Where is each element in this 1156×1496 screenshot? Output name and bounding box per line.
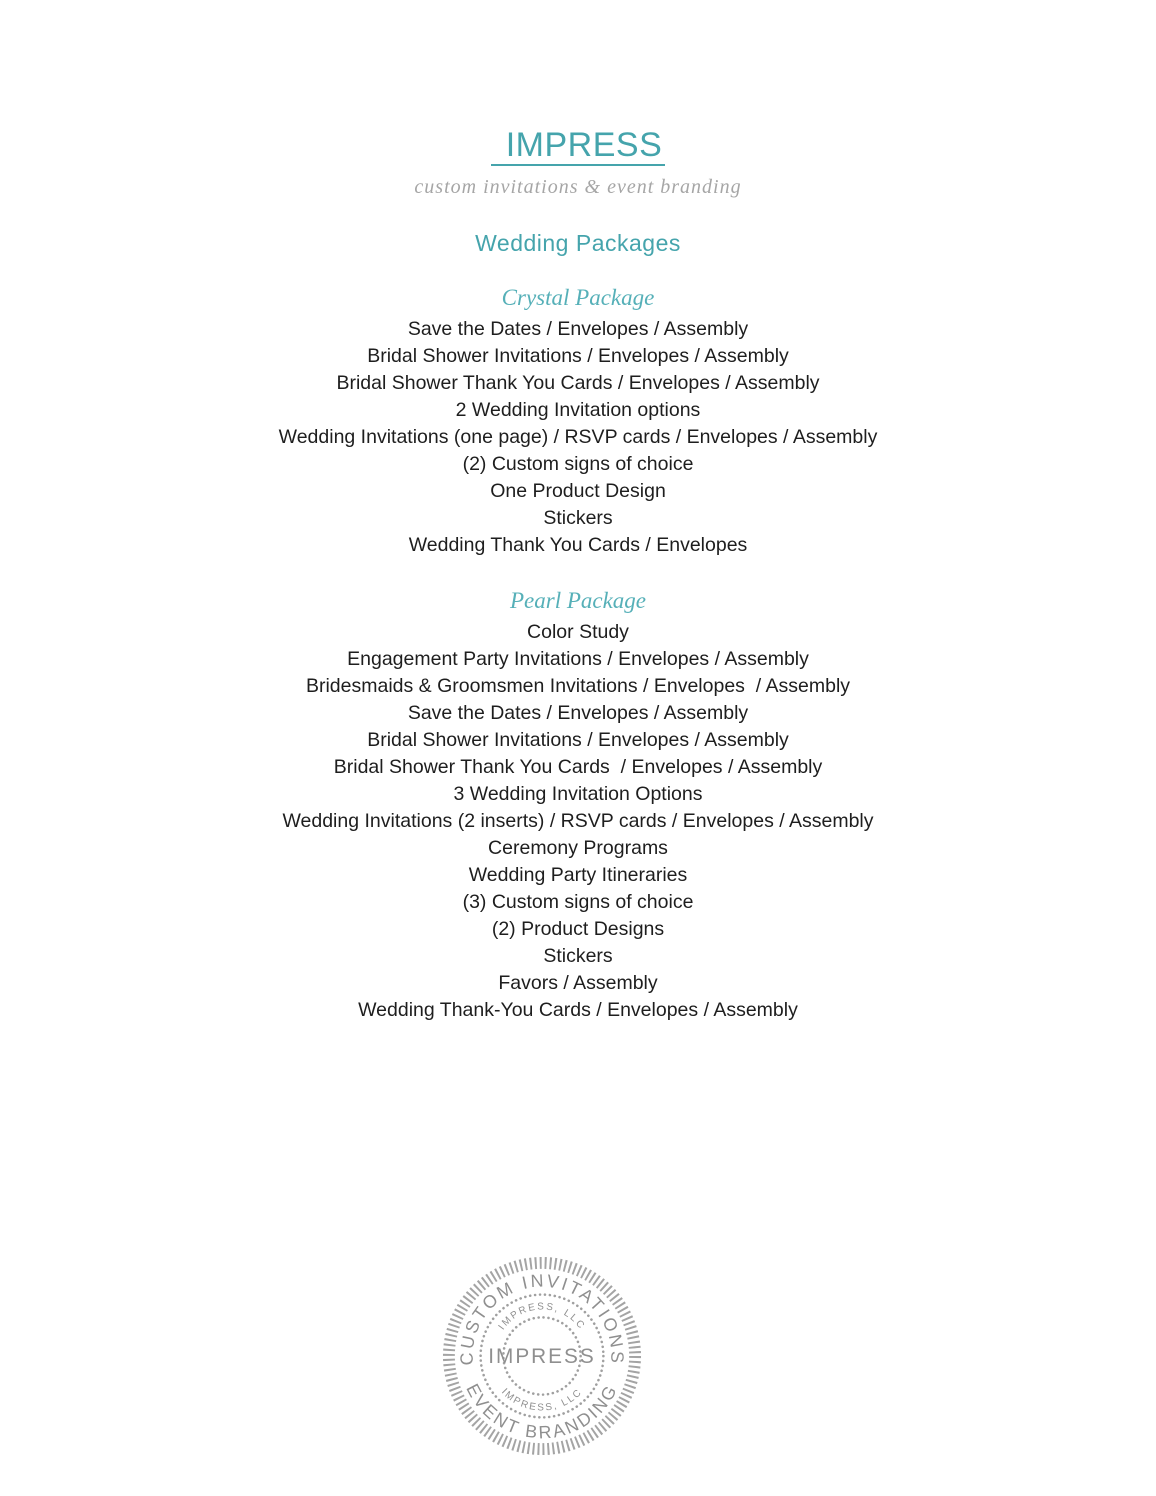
stamp-arc-small-text-bottom: IMPRESS, LLC — [499, 1386, 585, 1414]
package-item: Engagement Party Invitations / Envelopes / Assembly — [347, 648, 809, 670]
package-item: One Product Design — [490, 480, 666, 502]
package-item: Bridal Shower Invitations / Envelopes / Assembly — [367, 345, 789, 367]
stamp-arc-text-bottom: EVENT BRANDING — [462, 1380, 622, 1443]
package-item: Color Study — [527, 621, 629, 643]
package-item: Wedding Invitations (2 inserts) / RSVP cards / Envelopes / Assembly — [282, 810, 874, 832]
package-item: (2) Product Designs — [491, 918, 665, 940]
impress-stamp-seal — [440, 1254, 644, 1458]
brand-tagline: custom invitations & event branding — [414, 176, 742, 198]
stamp-arc-small-text-top: IMPRESS, LLC — [496, 1301, 588, 1333]
package-item: Bridesmaids & Groomsmen Invitations / Envelopes / Assembly — [305, 675, 851, 697]
package-item: Save the Dates / Envelopes / Assembly — [407, 318, 749, 340]
package-item-list-crystal — [0, 316, 1156, 559]
package-item: 3 Wedding Invitation Options — [453, 783, 703, 805]
package-heading-crystal: Crystal Package — [501, 285, 655, 310]
package-item: Stickers — [543, 945, 613, 967]
page-title: Wedding Packages — [475, 230, 681, 256]
package-heading-pearl: Pearl Package — [509, 588, 647, 613]
package-item: Bridal Shower Thank You Cards / Envelopes / Assembly — [333, 756, 823, 778]
package-item: (3) Custom signs of choice — [462, 891, 694, 913]
package-item: Ceremony Programs — [488, 837, 668, 859]
package-item: Bridal Shower Invitations / Envelopes / Assembly — [367, 729, 789, 751]
package-item-list-pearl — [0, 619, 1156, 1024]
package-item: Favors / Assembly — [498, 972, 658, 994]
package-item: Stickers — [543, 507, 613, 529]
package-item: Wedding Thank You Cards / Envelopes — [408, 534, 748, 556]
package-item: (2) Custom signs of choice — [462, 453, 694, 475]
stamp-center-text: IMPRESS — [488, 1344, 596, 1368]
stamp-arc-text-top: CUSTOM INVITATIONS — [456, 1270, 628, 1366]
package-item: Wedding Party Itineraries — [468, 864, 688, 886]
package-section-pearl — [0, 587, 1156, 1024]
package-item: 2 Wedding Invitation options — [455, 399, 701, 421]
package-item: Wedding Invitations (one page) / RSVP cards / Envelopes / Assembly — [278, 426, 878, 448]
package-section-crystal — [0, 284, 1156, 559]
package-item: Wedding Thank-You Cards / Envelopes / Assembly — [358, 999, 798, 1021]
brand-title: IMPRESS — [491, 127, 666, 166]
package-item: Bridal Shower Thank You Cards / Envelopes / Assembly — [336, 372, 820, 394]
package-item: Save the Dates / Envelopes / Assembly — [407, 702, 749, 724]
